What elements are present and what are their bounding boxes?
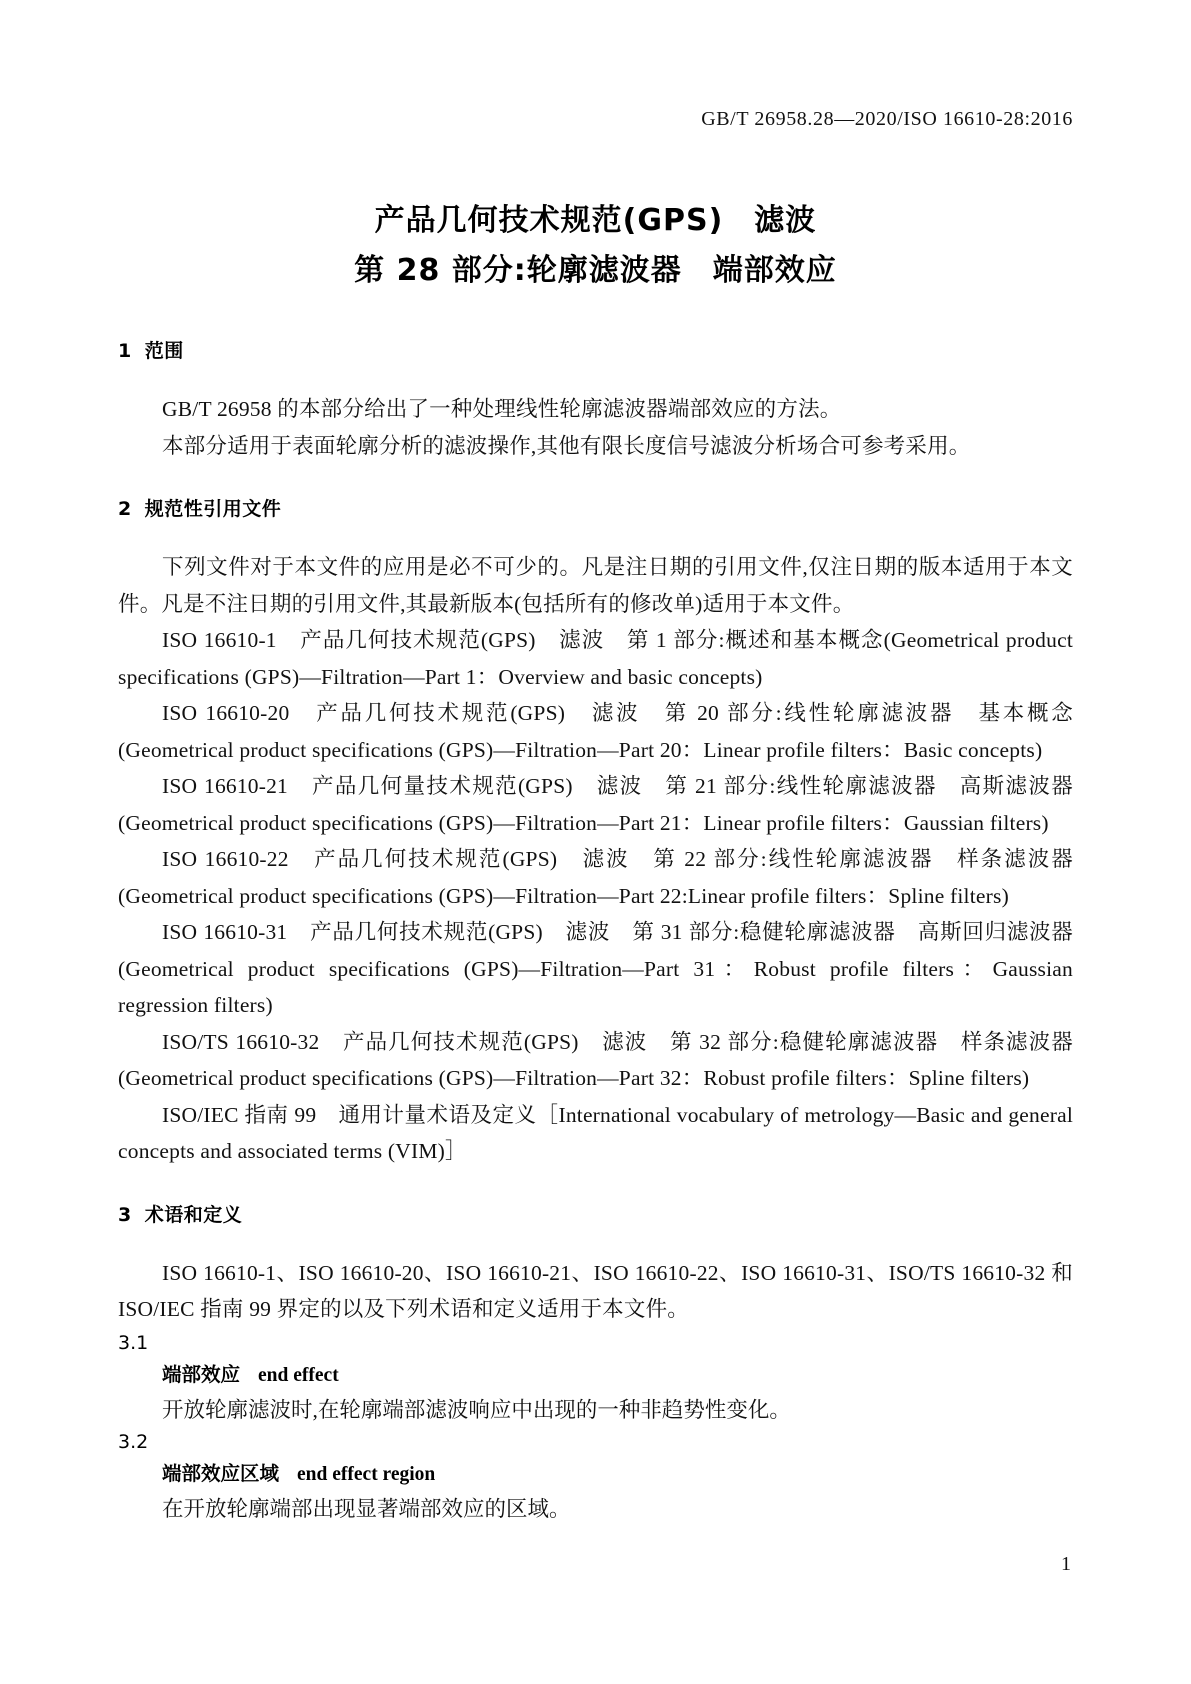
normative-reference-item: ISO 16610-20 产品几何技术规范(GPS) 滤波 第 20 部分:线性轮廓滤波器 基本概念(Geometrical product specifications (GPS)—Filtration—Part 20：Linear profile filters：Basic concepts) (118, 701, 1073, 762)
running-header (118, 108, 1073, 131)
clause-3-intro: ISO 16610-1、ISO 16610-20、ISO 16610-21、ISO 16610-22、ISO 16610-31、ISO/TS 16610-32 和 ISO/IEC 指南 99 界定的以及下列术语和定义适用于本文件。 (118, 1260, 1073, 1321)
clause-2-heading (118, 494, 1073, 521)
term-name-zh: 端部效应 (162, 1362, 241, 1386)
clause-1-paragraph-1: GB/T 26958 的本部分给出了一种处理线性轮廓滤波器端部效应的方法。 (162, 397, 842, 421)
document-body (118, 336, 1073, 1526)
term-entry (118, 1427, 1073, 1526)
term-name-zh: 端部效应区域 (162, 1461, 280, 1485)
normative-reference-item: ISO 16610-21 产品几何量技术规范(GPS) 滤波 第 21 部分:线性轮廓滤波器 高斯滤波器(Geometrical product specifications (GPS)—Filtration—Part 21：Linear profile filters：Gaussian filters) (118, 774, 1073, 835)
document-title (118, 196, 1073, 296)
term-number: 3.1 (118, 1331, 149, 1354)
clause-2 (118, 494, 1073, 1170)
term-entry (118, 1328, 1073, 1427)
clause-3-number: 3 (118, 1203, 132, 1226)
clause-1-number: 1 (118, 340, 132, 362)
clause-3-heading (118, 1200, 1073, 1227)
clause-1 (118, 336, 1073, 464)
clause-2-title: 规范性引用文件 (144, 498, 282, 520)
normative-reference-item: ISO 16610-22 产品几何技术规范(GPS) 滤波 第 22 部分:线性轮廓滤波器 样条滤波器(Geometrical product specifications (GPS)—Filtration—Part 22:Linear profile filters：Spline filters) (118, 847, 1073, 908)
normative-reference-item: ISO 16610-1 产品几何技术规范(GPS) 滤波 第 1 部分:概述和基本概念(Geometrical product specifications (GPS)—Filtration—Part 1：Overview and basic concepts) (118, 628, 1073, 689)
title-line-2: 第 28 部分:轮廓滤波器 端部效应 (354, 253, 837, 288)
clause-3 (118, 1200, 1073, 1526)
term-name (162, 1457, 1073, 1492)
term-name-en: end effect (258, 1364, 339, 1386)
term-name-en: end effect region (297, 1463, 436, 1485)
term-number: 3.2 (118, 1430, 149, 1453)
term-name (162, 1358, 1073, 1393)
clause-2-number: 2 (118, 498, 132, 520)
normative-reference-item: ISO 16610-31 产品几何技术规范(GPS) 滤波 第 31 部分:稳健轮廓滤波器 高斯回归滤波器(Geometrical product specifications (GPS)—Filtration—Part 31：Robust profile filters：Gaussian regression filters) (118, 920, 1073, 1017)
clause-2-intro: 下列文件对于本文件的应用是必不可少的。凡是注日期的引用文件,仅注日期的版本适用于本文件。凡是不注日期的引用文件,其最新版本(包括所有的修改单)适用于本文件。 (118, 555, 1073, 616)
page-number: 1 (1061, 1553, 1071, 1575)
normative-reference-item: ISO/IEC 指南 99 通用计量术语及定义［International vocabulary of metrology—Basic and general concepts and associated terms (VIM)］ (118, 1102, 1073, 1163)
standard-code: GB/T 26958.28—2020/ISO 16610-28:2016 (701, 108, 1073, 130)
clause-1-title: 范围 (144, 340, 184, 362)
clause-3-title: 术语和定义 (144, 1203, 243, 1226)
normative-reference-item: ISO/TS 16610-32 产品几何技术规范(GPS) 滤波 第 32 部分:稳健轮廓滤波器 样条滤波器(Geometrical product specifications (GPS)—Filtration—Part 32：Robust profile filters：Spline filters) (118, 1029, 1073, 1090)
clause-1-heading (118, 336, 1073, 363)
clause-1-paragraph-2: 本部分适用于表面轮廓分析的滤波操作,其他有限长度信号滤波分析场合可参考采用。 (162, 433, 971, 458)
term-definition: 开放轮廓滤波时,在轮廓端部滤波响应中出现的一种非趋势性变化。 (162, 1397, 791, 1422)
title-line-1: 产品几何技术规范(GPS) 滤波 (374, 203, 817, 238)
term-definition: 在开放轮廓端部出现显著端部效应的区域。 (162, 1496, 571, 1521)
